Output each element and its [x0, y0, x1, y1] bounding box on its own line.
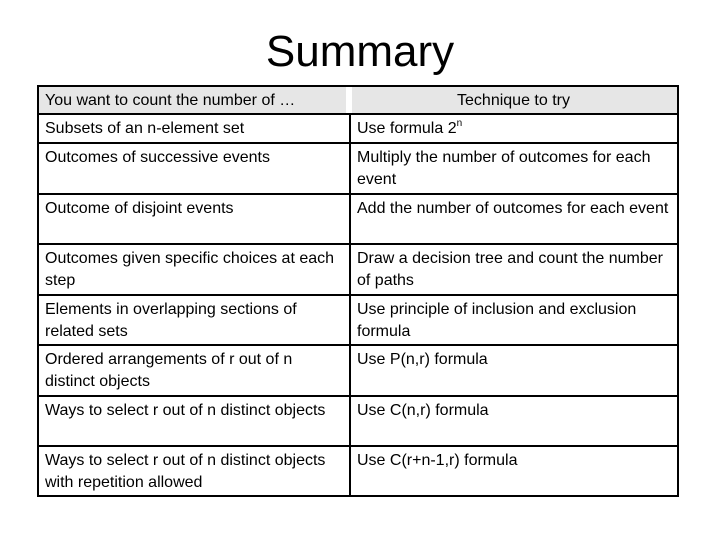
what-cell: Elements in overlapping sections of related sets [45, 301, 297, 340]
what-cell: Ways to select r out of n distinct objects [45, 402, 326, 419]
technique-cell [349, 115, 677, 142]
technique-text: Use formula 2 [357, 120, 457, 137]
header-technique: Technique to try [457, 92, 570, 109]
technique-cell: Add the number of outcomes for each event [349, 195, 677, 243]
technique-cell: Use P(n,r) formula [349, 346, 677, 395]
technique-cell: Use C(n,r) formula [349, 397, 677, 445]
what-cell: Ordered arrangements of r out of n distinct objects [45, 351, 293, 390]
table-row [39, 344, 677, 395]
table-header-row [39, 87, 677, 113]
table-row [39, 142, 677, 193]
page-title: Summary [265, 27, 455, 76]
technique-cell: Use C(r+n-1,r) formula [349, 447, 677, 495]
header-want-to-count: You want to count the number of … [45, 92, 296, 109]
table-row [39, 243, 677, 294]
what-cell: Outcomes given specific choices at each step [45, 250, 335, 289]
technique-cell: Draw a decision tree and count the number of paths [349, 245, 677, 294]
table-row [39, 193, 677, 243]
technique-cell: Use principle of inclusion and exclusion formula [349, 296, 677, 344]
what-cell: Ways to select r out of n distinct objects with repetition allowed [45, 452, 326, 491]
technique-cell: Multiply the number of outcomes for each event [349, 144, 677, 193]
summary-table [37, 85, 679, 497]
what-cell: Outcome of disjoint events [45, 200, 234, 217]
exponent-text: n [456, 118, 463, 129]
table-row [39, 113, 677, 142]
table-row [39, 445, 677, 495]
table-row [39, 294, 677, 344]
table-row [39, 395, 677, 445]
what-cell: Subsets of an n-element set [45, 120, 245, 137]
what-cell: Outcomes of successive events [45, 149, 270, 166]
